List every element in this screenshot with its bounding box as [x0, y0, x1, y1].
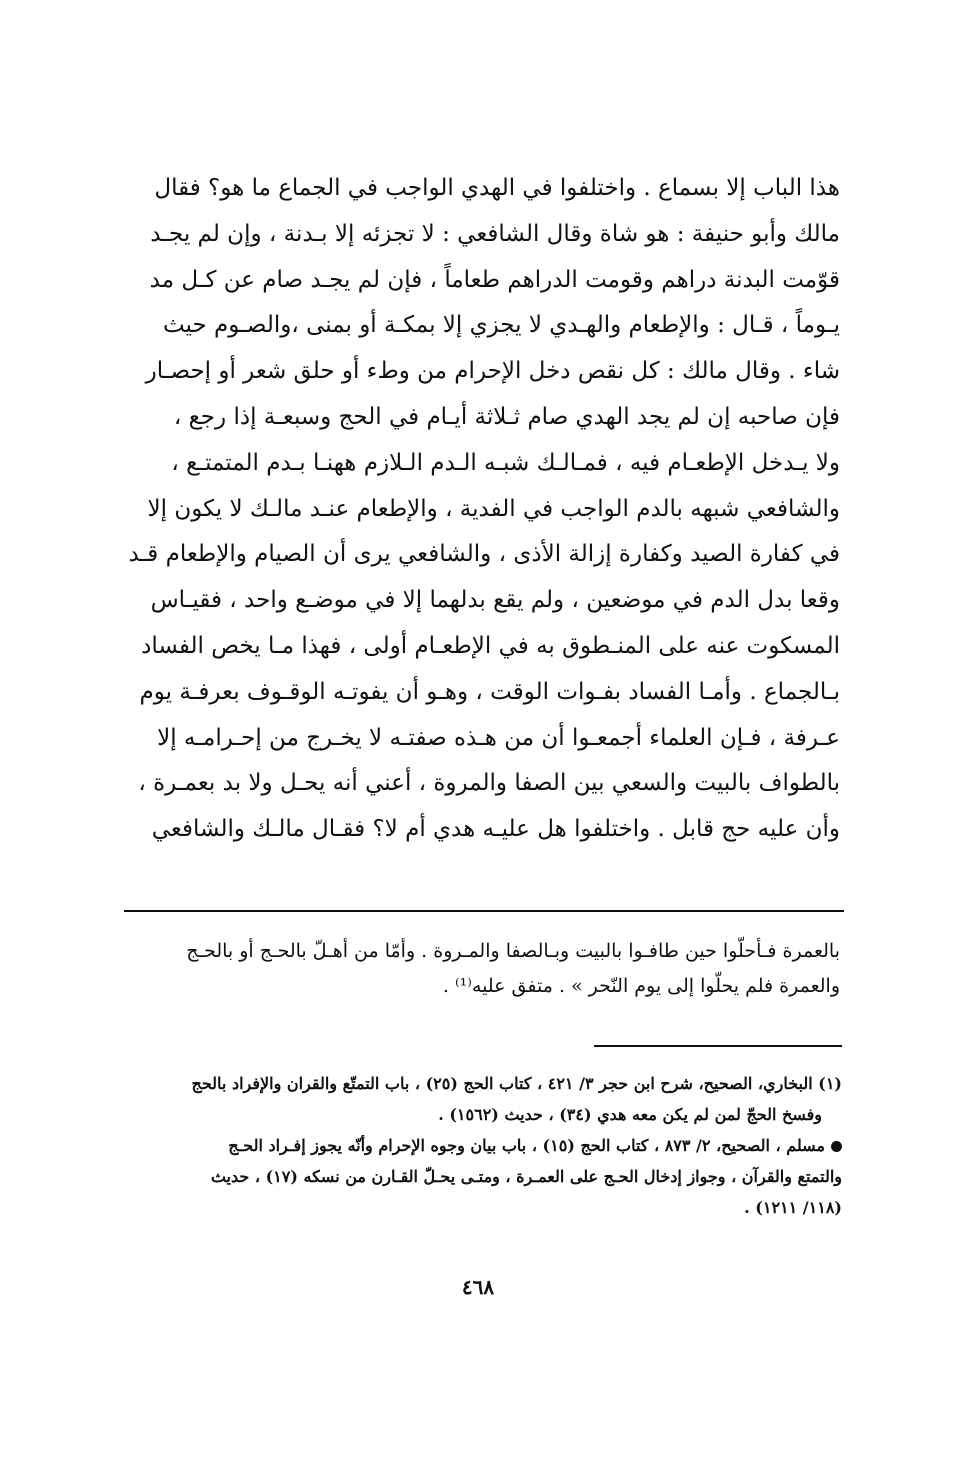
note-line — [130, 1130, 842, 1161]
footnote-line: بالعمرة فـأحلّوا حين طافـوا بالبيت وبـالصفا والمـروة . وأمّا من أهـلّ بالحـج أو بالحـج — [186, 940, 840, 962]
note-line: (١) البخاري، الصحيح، شرح ابن حجر ٣/ ٤٢١ ، كتاب الحج (٢٥) ، باب التمتّع والقران والإفراد بالحج — [191, 1074, 842, 1093]
main-text-line: بالطواف بالبيت والسعي بين الصفا والمروة ، أعني أنه يحـل ولا بد بعمـرة ، — [138, 770, 840, 797]
main-text-line: قوّمت البدنة دراهم وقومت الدراهم طعاماً ، فإن لم يجـد صام عن كـل مد — [149, 266, 840, 293]
main-text-line: عـرفة ، فـإن العلماء أجمعـوا أن من هـذه صفتـه لا يخـرج من إحـرامـه إلا — [157, 724, 840, 751]
main-text-line: في كفارة الصيد وكفارة إزالة الأذى ، والشافعي يرى أن الصيام والإطعام قـد — [128, 541, 840, 568]
reference-notes — [130, 1068, 842, 1223]
main-text-line: وقعا بدل الدم في موضعين ، ولم يقع بدلهما إلا في موضـع واحد ، فقيـاس — [150, 587, 840, 614]
footnote-line: والعمرة فلم يحلّوا إلى يوم النّحر » . متفق عليه⁽¹⁾ . — [442, 975, 840, 997]
main-text-line: مالك وأبو حنيفة : هو شاة وقال الشافعي : لا تجزئه إلا بـدنة ، وإن لم يجـد — [150, 220, 840, 247]
main-text-line: والشافعي شبهه بالدم الواجب في الفدية ، والإطعام عنـد مالـك لا يكون إلا — [147, 495, 840, 522]
main-text-line: بـالجماع . وأمـا الفساد بفـوات الوقت ، وهـو أن يفوتـه الوقـوف بعرفـة يوم — [139, 678, 840, 705]
note-line: وفسخ الحجّ لمن لم يكن معه هدي (٣٤) ، حديث (١٥٦٢) . — [438, 1105, 822, 1124]
main-text-line: ولا يـدخل الإطعـام فيه ، فمـالـك شبـه الـدم الـلازم ههنـا بـدم المتمتـع ، — [171, 449, 840, 476]
continued-footnote — [128, 934, 840, 1004]
bullet-icon — [831, 1141, 842, 1152]
main-text-line: فإن صاحبه إن لم يجد الهدي صام ثـلاثة أيـام في الحج وسبعـة إذا رجع ، — [173, 403, 840, 430]
main-text-body — [128, 166, 840, 853]
main-text-line: هذا الباب إلا بسماع . واختلفوا في الهدي الواجب في الجماع ما هو؟ فقال — [154, 175, 840, 201]
main-text-line: المسكوت عنه على المنـطوق به في الإطعـام أولى ، فهذا مـا يخص الفساد — [141, 632, 840, 659]
main-text-line: شاء . وقال مالك : كل نقص دخل الإحرام من وطء أو حلق شعر أو إحصـار — [145, 358, 840, 385]
footnote-separator — [124, 910, 844, 912]
note-line: والتمتع والقرآن ، وجواز إدخال الحـج على العمـرة ، ومتـى يحـلّ القـارن من نسكه (١٧) ، حديث — [210, 1167, 842, 1186]
notes-separator — [594, 1045, 842, 1047]
main-text-line: وأن عليه حج قابل . واختلفوا هل عليـه هدي أم لا؟ فقـال مالـك والشافعي — [151, 816, 840, 843]
main-text-line: يـوماً ، قـال : والإطعام والهـدي لا يجزي إلا بمكـة أو بمنى ،والصـوم حيث — [162, 312, 840, 339]
page-number: ٤٦٨ — [461, 1275, 495, 1299]
note-text: مسلم ، الصحيح، ٢/ ٨٧٣ ، كتاب الحج (١٥) ، باب بيان وجوه الإحرام وأنّه يجوز إفـراد الحـج — [228, 1136, 825, 1155]
note-line: (١١٨/ ١٢١١) . — [744, 1198, 842, 1217]
